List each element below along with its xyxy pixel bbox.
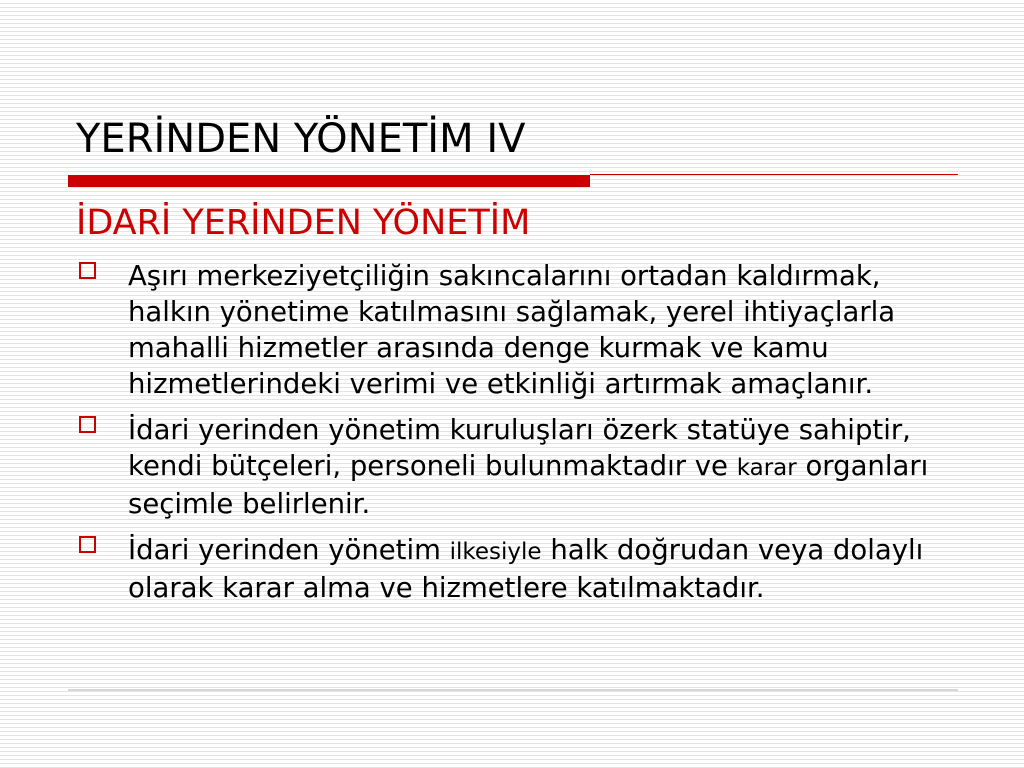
title-underline-thin bbox=[590, 174, 958, 175]
bullet-item bbox=[76, 258, 956, 402]
bullet-list bbox=[76, 258, 956, 616]
footer-divider bbox=[68, 689, 958, 691]
bullet-text: İdari yerinden yönetim ilkesiyle halk doğrudan veya dolaylı olarak karar alma ve hizmetlere katılmaktadır. bbox=[128, 534, 924, 604]
bullet-text: Aşırı merkeziyetçiliğin sakıncalarını ortadan kaldırmak, halkın yönetime katılmasını sağlamak, yerel ihtiyaçlarla mahalli hizmetler arasında denge kurmak ve kamu hizmetlerindeki verimi ve etkinliği artırmak amaçlanır. bbox=[128, 260, 896, 400]
square-bullet-icon bbox=[79, 416, 96, 433]
slide-subheading: İDARİ YERİNDEN YÖNETİM bbox=[76, 203, 531, 243]
bullet-item bbox=[76, 412, 956, 522]
bullet-text: İdari yerinden yönetim kuruluşları özerk statüye sahiptir, kendi bütçeleri, personeli bulunmaktadır ve karar organları seçimle belirlenir. bbox=[128, 414, 929, 520]
square-bullet-icon bbox=[79, 262, 96, 279]
title-underline-accent bbox=[68, 175, 590, 187]
bullet-item bbox=[76, 532, 956, 606]
slide-title: YERİNDEN YÖNETİM IV bbox=[76, 116, 526, 162]
square-bullet-icon bbox=[79, 536, 96, 553]
